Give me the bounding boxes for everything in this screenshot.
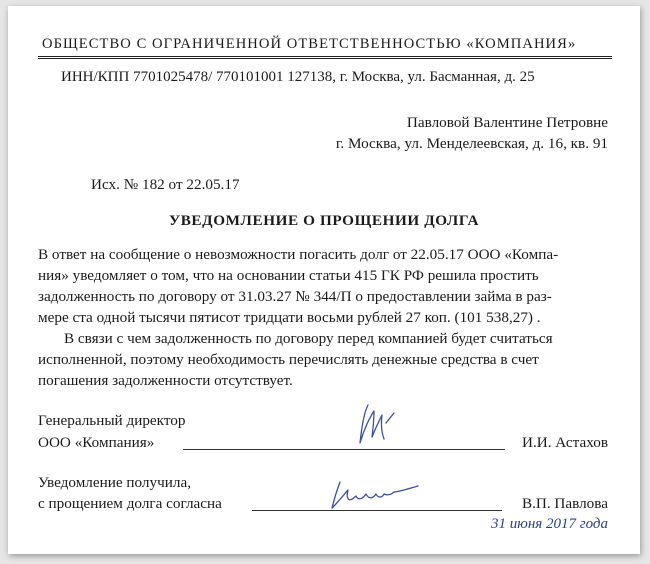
director-signature-icon: [348, 399, 408, 451]
recipient-address: г. Москва, ул. Менделеевская, д. 16, кв. 91: [335, 135, 608, 152]
body-line: исполненной, поэтому необходимость перечислять денежные средства в счет: [38, 351, 539, 368]
recipient-ack-line1: Уведомление получила,: [38, 474, 191, 491]
letter-page: [8, 6, 640, 554]
header-rule-top: [38, 56, 612, 57]
header-rule-bottom: [38, 58, 612, 59]
acknowledgement-date: 31 июня 2017 года: [491, 516, 608, 532]
body-line: В связи с чем задолженность по договору перед компанией будет считаться: [64, 330, 553, 347]
recipient-name: Павловой Валентине Петровне: [406, 114, 608, 131]
org-details: ИНН/КПП 7701025478/ 770101001 127138, г. Москва, ул. Басманная, д. 25: [61, 69, 535, 85]
recipient-name-sign: В.П. Павлова: [521, 495, 608, 512]
body-line: задолженность по договору от 31.03.27 № 344/П о предоставлении займа в раз-: [38, 288, 552, 305]
body-line: ния» уведомляет о том, что на основании статьи 415 ГК РФ решила простить: [38, 267, 539, 284]
org-name: ОБЩЕСТВО С ОГРАНИЧЕННОЙ ОТВЕТСТВЕННОСТЬЮ «КОМПАНИЯ»: [42, 36, 577, 52]
director-role: Генеральный директор: [38, 412, 186, 429]
director-name: И.И. Астахов: [521, 434, 608, 451]
body-line: мере ста одной тысячи пятисот тридцати восьми рублей 27 коп. (101 538,27) .: [38, 309, 541, 326]
director-company: ООО «Компания»: [38, 434, 155, 451]
outgoing-reference: Исх. № 182 от 22.05.17: [91, 176, 240, 193]
body-line: В ответ на сообщение о невозможности погасить долг от 22.05.17 ООО «Компа-: [38, 246, 559, 263]
recipient-signature-icon: [326, 474, 430, 514]
body-line: погашения задолженности отсутствует.: [38, 372, 293, 389]
director-signature-line: [183, 449, 505, 450]
document-title: УВЕДОМЛЕНИЕ О ПРОЩЕНИИ ДОЛГА: [168, 212, 480, 229]
recipient-ack-line2: с прощением долга согласна: [38, 495, 222, 512]
